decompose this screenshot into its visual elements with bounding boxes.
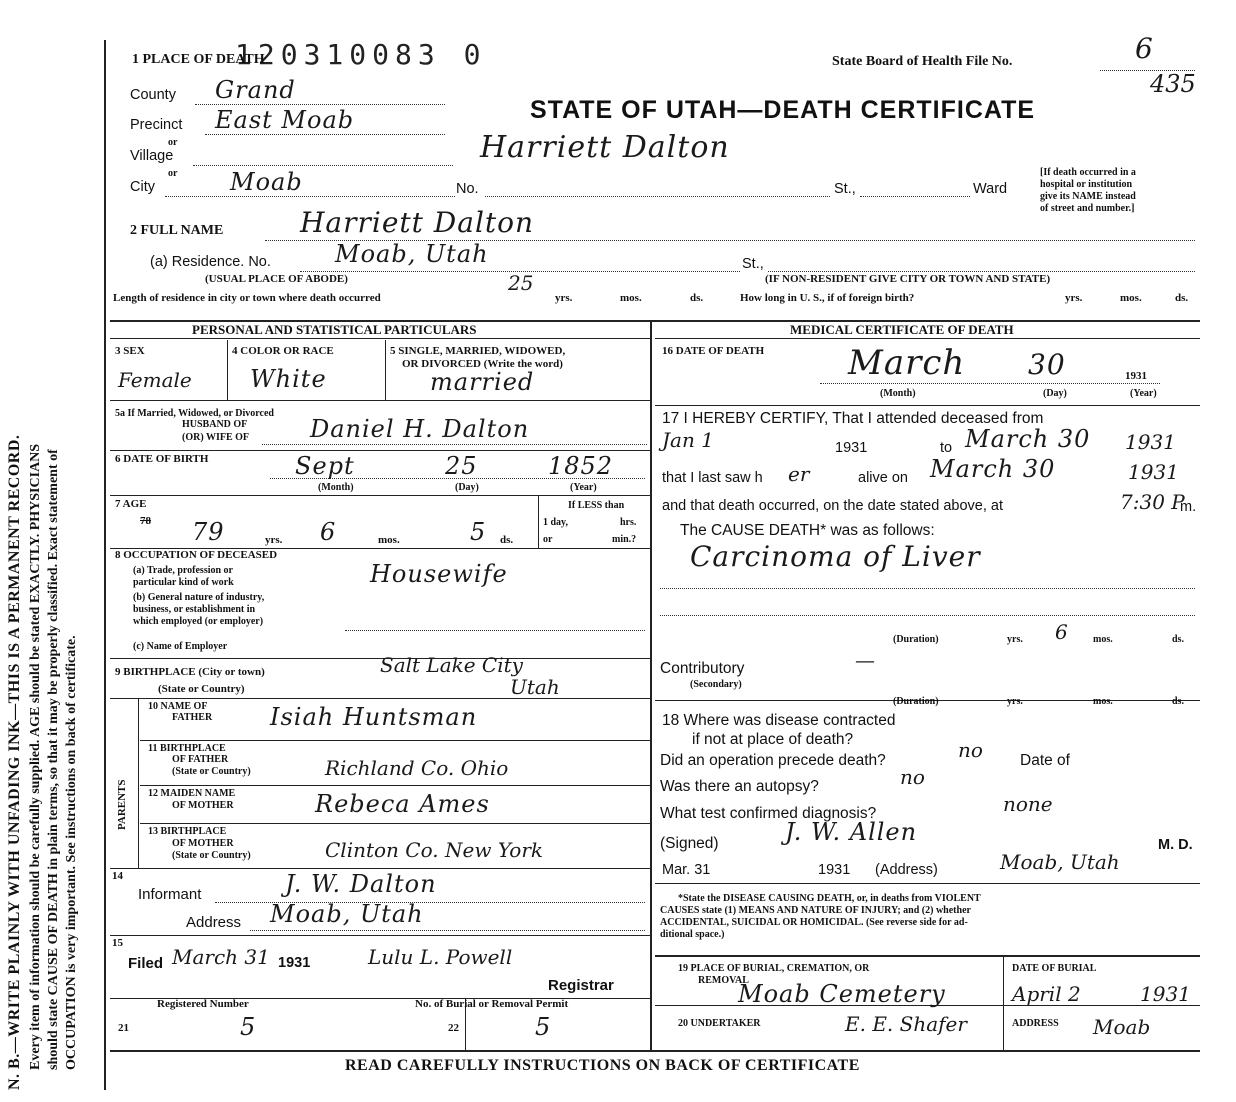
burial-date-value: April 2 xyxy=(1012,982,1081,1006)
last-saw-label: that I last saw h xyxy=(662,470,763,486)
mother-bp-1: 13 BIRTHPLACE xyxy=(148,826,227,837)
death-year-caption: (Year) xyxy=(1130,388,1157,399)
st-label: St., xyxy=(834,181,856,197)
last-saw-value: March 30 xyxy=(930,455,1056,483)
less-than-or: or xyxy=(543,534,553,545)
duration-mos-value: 6 xyxy=(1055,620,1068,644)
birthplace-state-label: (State or Country) xyxy=(158,683,245,695)
rule xyxy=(140,785,650,786)
less-than-hrs: hrs. xyxy=(620,517,637,528)
county-value: Grand xyxy=(215,76,296,104)
spouse-label-3: (OR) WIFE OF xyxy=(182,432,250,443)
reg-no-value: 5 xyxy=(240,1013,257,1041)
duration-yrs-2: yrs. xyxy=(1007,696,1023,707)
file-number-label: State Board of Health File No. xyxy=(832,54,1013,69)
duration-label-2: (Duration) xyxy=(893,696,939,707)
death-time-m: m. xyxy=(1180,499,1197,515)
informant-address-label: Address xyxy=(186,914,242,931)
test-label: What test confirmed diagnosis? xyxy=(660,805,877,822)
us-residence-label: How long in U. S., if of foreign birth? xyxy=(740,292,915,304)
signed-label: (Signed) xyxy=(660,835,719,852)
county-label: County xyxy=(130,87,176,103)
burial-place-value: Moab Cemetery xyxy=(738,980,946,1008)
dob-year-caption: (Year) xyxy=(570,482,597,493)
father-label-2: FATHER xyxy=(172,712,213,723)
dob-year: 1852 xyxy=(548,452,614,480)
death-at-label: and that death occurred, on the date stated above, at xyxy=(662,498,1003,514)
informant-value: J. W. Dalton xyxy=(285,870,437,898)
informant-label: Informant xyxy=(138,886,202,903)
footnote-2: CAUSES state (1) MEANS AND NATURE OF INJURY; and (2) whether xyxy=(660,905,971,916)
burial-place-label-1: 19 PLACE OF BURIAL, CREMATION, OR xyxy=(678,963,870,974)
contributory-value: — xyxy=(855,648,875,672)
item-15: 15 xyxy=(112,937,123,949)
death-day: 30 xyxy=(1028,348,1066,381)
rule xyxy=(110,400,650,401)
us-yrs: yrs. xyxy=(1065,292,1083,304)
occ-b1: (b) General nature of industry, xyxy=(133,592,265,603)
rule xyxy=(140,740,650,741)
dob-month: Sept xyxy=(295,452,355,480)
hospital-note-3: give its NAME instead xyxy=(1040,191,1136,202)
date-of-death-label: 16 DATE OF DEATH xyxy=(662,345,765,357)
burial-no-value: 5 xyxy=(535,1013,552,1041)
last-saw-year: 1931 xyxy=(1128,460,1179,484)
alive-on-label: alive on xyxy=(858,470,908,486)
rule xyxy=(110,935,650,936)
certificate-title: STATE OF UTAH—DEATH CERTIFICATE xyxy=(530,96,1036,124)
death-date-line xyxy=(820,383,1160,384)
precinct-line xyxy=(205,134,445,135)
duration-mos-2: mos. xyxy=(1093,696,1113,707)
death-time: 7:30 P xyxy=(1120,490,1185,514)
rule xyxy=(140,823,650,824)
q18-line-1: 18 Where was disease contracted xyxy=(662,712,896,729)
less-than-1: If LESS than xyxy=(568,500,625,511)
rule xyxy=(110,450,650,451)
contributory-label: Contributory xyxy=(660,660,745,677)
rule xyxy=(655,955,1200,957)
rule xyxy=(110,495,650,496)
burial-year: 1931 xyxy=(1140,982,1191,1006)
test-value: none xyxy=(1003,792,1053,816)
occ-b3: which employed (or employer) xyxy=(133,616,264,627)
rule xyxy=(655,405,1200,406)
age-label: 7 AGE xyxy=(115,498,147,510)
rule xyxy=(538,496,539,548)
marital-label-2: OR DIVORCED (Write the word) xyxy=(402,358,563,370)
length-residence-value: 25 xyxy=(508,271,534,295)
mother-bp-2: OF MOTHER xyxy=(172,838,234,849)
age-yrs: yrs. xyxy=(265,534,283,546)
spouse-label-1: 5a If Married, Widowed, or Divorced xyxy=(115,408,274,419)
mother-bp-value: Clinton Co. New York xyxy=(325,838,543,862)
residence-label: (a) Residence. No. xyxy=(150,254,271,270)
file-number-value: 6 xyxy=(1135,32,1154,65)
mother-bp-3: (State or Country) xyxy=(172,850,251,861)
rule xyxy=(110,868,650,869)
informant-address: Moab, Utah xyxy=(270,900,424,928)
spouse-value: Daniel H. Dalton xyxy=(310,415,530,443)
occ-b2: business, or establishment in xyxy=(133,604,256,615)
serial-stamp: 120310083 0 xyxy=(235,38,487,71)
birthplace-label: 9 BIRTHPLACE (City or town) xyxy=(115,666,265,678)
residence-st-line xyxy=(768,271,1195,272)
spouse-line xyxy=(262,444,647,445)
attended-from-year: 1931 xyxy=(835,440,868,456)
occupation-label: 8 OCCUPATION OF DECEASED xyxy=(115,549,278,561)
margin-note-3: should state CAUSE OF DEATH in plain terms, so that it may be properly classified. Exact statement of xyxy=(46,449,61,1070)
column-divider xyxy=(650,320,652,1050)
no-label: No. xyxy=(456,181,479,197)
death-day-caption: (Day) xyxy=(1043,388,1067,399)
hospital-note-1: [If death occurred in a xyxy=(1040,167,1136,178)
age-years: 79 xyxy=(192,518,225,546)
or-label: or xyxy=(168,137,178,148)
dob-day: 25 xyxy=(445,452,478,480)
parents-label: PARENTS xyxy=(116,779,128,830)
burial-date-label: DATE OF BURIAL xyxy=(1012,963,1097,974)
dob-month-caption: (Month) xyxy=(318,482,354,493)
or-label: or xyxy=(168,168,178,179)
father-value: Isiah Huntsman xyxy=(270,703,478,731)
margin-note-1: N. B.—WRITE PLAINLY WITH UNFADING INK—THIS IS A PERMANENT RECORD. xyxy=(6,434,23,1090)
spouse-label-2: HUSBAND OF xyxy=(182,419,248,430)
undertaker-value: E. E. Shafer xyxy=(845,1012,967,1036)
rule xyxy=(110,698,650,699)
full-name-label: 2 FULL NAME xyxy=(130,223,224,238)
village-line xyxy=(193,165,453,166)
duration-label: (Duration) xyxy=(893,634,939,645)
dob-label: 6 DATE OF BIRTH xyxy=(115,453,209,465)
death-year: 1931 xyxy=(1125,370,1147,382)
cause-line-3 xyxy=(660,615,1195,616)
sex-value: Female xyxy=(118,368,192,392)
occ-a2: particular kind of work xyxy=(133,577,234,588)
rule xyxy=(110,338,650,339)
attended-to: March 30 xyxy=(965,425,1091,453)
footnote-3: ACCIDENTAL, SUICIDAL OR HOMICIDAL. (See reverse side for ad- xyxy=(660,917,968,928)
operation-label: Did an operation precede death? xyxy=(660,752,886,769)
undertaker-label: 20 UNDERTAKER xyxy=(678,1018,761,1029)
undertaker-address-label: ADDRESS xyxy=(1012,1018,1059,1029)
occ-a1: (a) Trade, profession or xyxy=(133,565,233,576)
city-label: City xyxy=(130,179,155,195)
undertaker-address: Moab xyxy=(1093,1015,1151,1039)
residence-st-label: St., xyxy=(742,256,764,272)
color-value: White xyxy=(250,365,327,393)
informant-address-line xyxy=(250,930,645,931)
place-of-death-label: 1 PLACE OF DEATH xyxy=(132,52,265,67)
certify-line: 17 I HEREBY CERTIFY, That I attended deceased from xyxy=(662,410,1044,427)
operation-value: no xyxy=(958,738,983,762)
birthplace-state: Utah xyxy=(510,675,560,699)
signed-address-label: (Address) xyxy=(875,862,938,878)
sex-label: 3 SEX xyxy=(115,345,145,357)
signed-address: Moab, Utah xyxy=(1000,850,1120,874)
hospital-note-2: hospital or institution xyxy=(1040,179,1133,190)
father-bp-1: 11 BIRTHPLACE xyxy=(148,743,226,754)
rule xyxy=(655,883,1200,884)
village-label: Village xyxy=(130,148,174,164)
footer-instructions: READ CAREFULLY INSTRUCTIONS ON BACK OF CERTIFICATE xyxy=(345,1057,860,1074)
ward-label: Ward xyxy=(973,181,1008,197)
age-mos: mos. xyxy=(378,534,400,546)
father-bp-3: (State or Country) xyxy=(172,766,251,777)
less-than-2: 1 day, xyxy=(543,517,569,528)
attended-to-year: 1931 xyxy=(1125,430,1176,454)
autopsy-value: no xyxy=(900,765,925,789)
physician-signature: J. W. Allen xyxy=(785,818,918,846)
burial-place-label-2: REMOVAL xyxy=(698,975,749,986)
age-strike: 78 xyxy=(140,515,151,527)
full-name-value: Harriett Dalton xyxy=(300,206,535,239)
city-value: Moab xyxy=(230,168,303,196)
q18-line-2: if not at place of death? xyxy=(692,731,854,748)
age-ds: ds. xyxy=(500,534,514,546)
color-label: 4 COLOR OR RACE xyxy=(232,345,334,357)
footnote-4: ditional space.) xyxy=(660,929,725,940)
reg-no-label: Registered Number xyxy=(157,998,249,1010)
rule xyxy=(227,340,228,400)
mother-label-1: 12 MAIDEN NAME xyxy=(148,788,236,799)
death-month-caption: (Month) xyxy=(880,388,916,399)
occ-line xyxy=(345,630,645,631)
footnote-1: *State the DISEASE CAUSING DEATH, or, in deaths from VIOLENT xyxy=(678,893,981,904)
length-mos: mos. xyxy=(620,292,642,304)
usual-place-label: (USUAL PLACE OF ABODE) xyxy=(205,273,348,285)
marital-label-1: 5 SINGLE, MARRIED, WIDOWED, xyxy=(390,345,566,357)
signed-date: Mar. 31 xyxy=(662,862,711,878)
us-mos: mos. xyxy=(1120,292,1142,304)
rule xyxy=(655,338,1200,339)
last-saw-her: er xyxy=(788,462,810,486)
father-bp-value: Richland Co. Ohio xyxy=(325,756,509,780)
attended-to-label: to xyxy=(940,440,953,456)
occ-c: (c) Name of Employer xyxy=(133,641,228,652)
filed-date: March 31 xyxy=(172,945,270,969)
margin-note-4: OCCUPATION is very important. See instructions on back of certificate. xyxy=(64,635,79,1070)
occupation-value: Housewife xyxy=(370,560,508,588)
length-ds: ds. xyxy=(690,292,704,304)
residence-value: Moab, Utah xyxy=(335,240,489,268)
father-label-1: 10 NAME OF xyxy=(148,701,208,712)
filed-label: Filed xyxy=(128,955,164,972)
cause-value: Carcinoma of Liver xyxy=(690,540,981,573)
birthplace-city: Salt Lake City xyxy=(380,653,523,677)
cause-line-2 xyxy=(660,588,1195,589)
precinct-value: East Moab xyxy=(215,106,355,134)
duration-ds: ds. xyxy=(1172,634,1184,645)
us-ds: ds. xyxy=(1175,292,1189,304)
hospital-note-4: of street and number.] xyxy=(1040,203,1135,214)
item-22: 22 xyxy=(448,1022,459,1034)
father-bp-2: OF FATHER xyxy=(172,754,229,765)
duration-mos: mos. xyxy=(1093,634,1113,645)
no-line xyxy=(485,196,830,197)
less-than-min: min.? xyxy=(612,534,637,545)
filed-year: 1931 xyxy=(278,955,311,971)
registrar-signature: Lulu L. Powell xyxy=(368,945,513,969)
file-number-sub: 435 xyxy=(1150,70,1196,98)
item-21: 21 xyxy=(118,1022,129,1034)
cause-label: The CAUSE DEATH* was as follows: xyxy=(680,522,935,539)
name-overwrite: Harriett Dalton xyxy=(480,130,730,165)
non-resident-label: (IF NON-RESIDENT GIVE CITY OR TOWN AND STATE) xyxy=(765,273,1051,285)
item-14: 14 xyxy=(112,870,123,882)
date-of-label: Date of xyxy=(1020,752,1070,769)
rule xyxy=(385,340,386,400)
age-days: 5 xyxy=(470,518,487,546)
age-months: 6 xyxy=(320,518,337,546)
duration-yrs: yrs. xyxy=(1007,634,1023,645)
autopsy-label: Was there an autopsy? xyxy=(660,778,819,795)
attended-from: Jan 1 xyxy=(662,428,714,452)
left-border xyxy=(104,40,106,1090)
personal-header: PERSONAL AND STATISTICAL PARTICULARS xyxy=(192,322,477,337)
mother-value: Rebeca Ames xyxy=(315,790,490,818)
marital-value: married xyxy=(430,368,535,396)
death-month: March xyxy=(848,343,966,383)
county-line xyxy=(195,104,445,105)
length-yrs: yrs. xyxy=(555,292,573,304)
precinct-label: Precinct xyxy=(130,117,183,133)
length-residence-label: Length of residence in city or town where death occurred xyxy=(113,292,381,304)
burial-no-label: No. of Burial or Removal Permit xyxy=(415,998,569,1010)
st-line xyxy=(860,196,970,197)
secondary-label: (Secondary) xyxy=(690,679,742,690)
rule xyxy=(1003,957,1004,1050)
dob-day-caption: (Day) xyxy=(455,482,479,493)
rule xyxy=(138,698,139,868)
md-label: M. D. xyxy=(1158,837,1193,853)
registrar-label: Registrar xyxy=(548,977,614,994)
medical-header: MEDICAL CERTIFICATE OF DEATH xyxy=(790,322,1014,337)
city-line xyxy=(165,196,455,197)
signed-year: 1931 xyxy=(818,862,851,878)
rule-bottom xyxy=(110,1050,1200,1052)
mother-label-2: OF MOTHER xyxy=(172,800,234,811)
duration-ds-2: ds. xyxy=(1172,696,1184,707)
margin-note-2: Every item of information should be carefully supplied. AGE should be stated EXACTLY. PHYSICIANS xyxy=(28,443,43,1070)
